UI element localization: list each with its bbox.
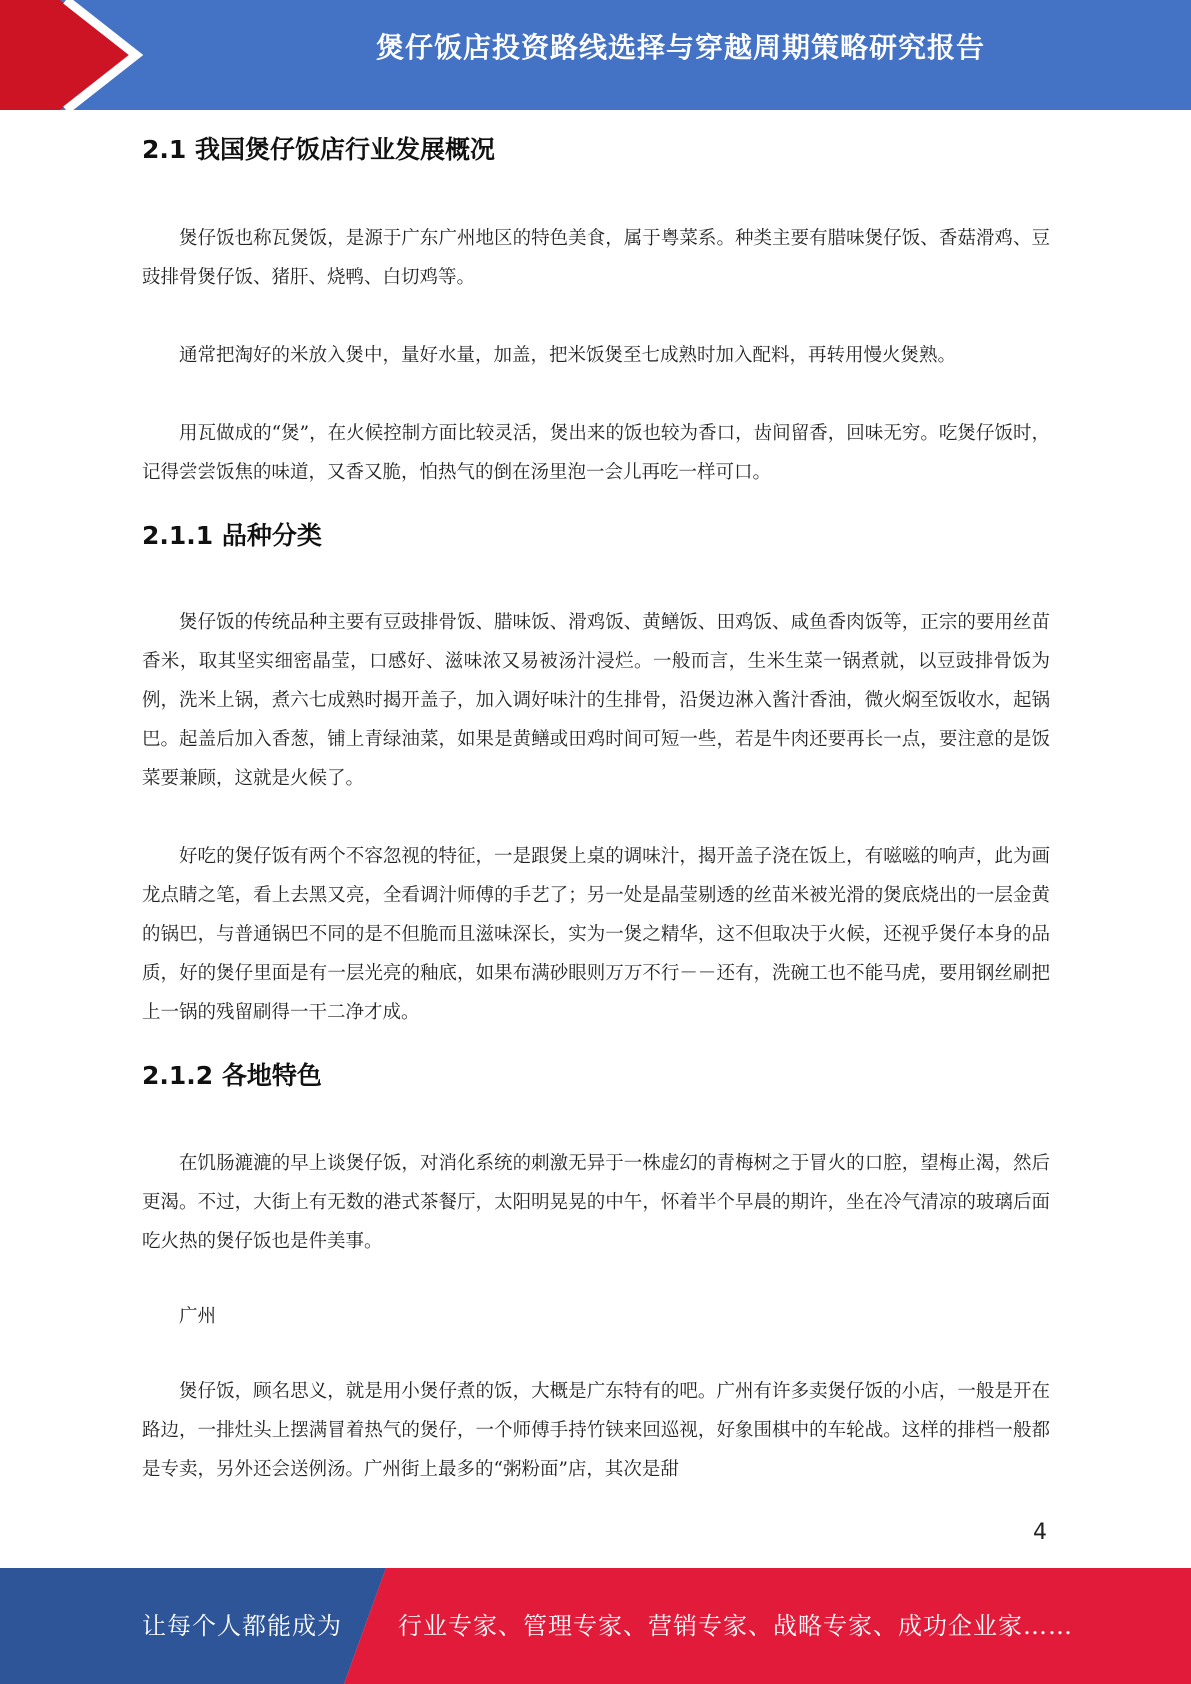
page-number: 4 [1033, 1520, 1047, 1545]
header-arrow-decoration [0, 0, 160, 110]
paragraph: 煲仔饭也称瓦煲饭，是源于广东广州地区的特色美食，属于粤菜系。种类主要有腊味煲仔饭、香菇滑鸡、豆豉排骨煲仔饭、猪肝、烧鸭、白切鸡等。 [142, 228, 1050, 288]
section-heading-2-1: 2.1 我国煲仔饭店行业发展概况 [142, 135, 495, 164]
footer-slogan-right: 行业专家、管理专家、营销专家、战略专家、成功企业家…… [398, 1612, 1073, 1640]
paragraph: 煲仔饭，顾名思义，就是用小煲仔煮的饭，大概是广东特有的吧。广州有许多卖煲仔饭的小店，一般是开在路边，一排灶头上摆满冒着热气的煲仔，一个师傅手持竹铗来回巡视，好象围棋中的车轮战。这样的排档一般都是专卖，另外还会送例汤。广州街上最多的“粥粉面”店，其次是甜 [142, 1381, 1050, 1480]
report-title: 煲仔饭店投资路线选择与穿越周期策略研究报告 [375, 31, 985, 64]
document-body [142, 126, 1050, 1489]
paragraph: 煲仔饭的传统品种主要有豆豉排骨饭、腊味饭、滑鸡饭、黄鳝饭、田鸡饭、咸鱼香肉饭等，正宗的要用丝苗香米，取其坚实细密晶莹，口感好、滋味浓又易被汤汁浸烂。一般而言，生米生菜一锅煮就，以豆豉排骨饭为例，洗米上锅，煮六七成熟时揭开盖子，加入调好味汁的生排骨，沿煲边淋入酱汁香油，微火焖至饭收水，起锅巴。起盖后加入香葱，铺上青绿油菜，如果是黄鳝或田鸡时间可短一些，若是牛肉还要再长一点，要注意的是饭菜要兼顾，这就是火候了。 [142, 612, 1050, 789]
page-footer [0, 1568, 1191, 1684]
paragraph: 好吃的煲仔饭有两个不容忽视的特征，一是跟煲上桌的调味汁，揭开盖子浇在饭上，有嗞嗞的响声，此为画龙点睛之笔，看上去黑又亮，全看调汁师傅的手艺了；另一处是晶莹剔透的丝苗米被光滑的煲底烧出的一层金黄的锅巴，与普通锅巴不同的是不但脆而且滋味深长，实为一煲之精华，这不但取决于火候，还视乎煲仔本身的品质，好的煲仔里面是有一层光亮的釉底，如果布满砂眼则万万不行－－还有，洗碗工也不能马虎，要用钢丝刷把上一锅的残留刷得一干二净才成。 [142, 846, 1050, 1023]
paragraph: 通常把淘好的米放入煲中，量好水量，加盖，把米饭煲至七成熟时加入配料，再转用慢火煲熟。 [179, 345, 957, 366]
paragraph: 用瓦做成的“煲”，在火候控制方面比较灵活，煲出来的饭也较为香口，齿间留香，回味无穷。吃煲仔饭时，记得尝尝饭焦的味道，又香又脆，怕热气的倒在汤里泡一会儿再吃一样可口。 [142, 423, 1050, 483]
paragraph: 在饥肠漉漉的早上谈煲仔饭，对消化系统的刺激无异于一株虚幻的青梅树之于冒火的口腔，望梅止渴，然后更渴。不过，大街上有无数的港式茶餐厅，太阳明晃晃的中午，怀着半个早晨的期许，坐在冷气清凉的玻璃后面吃火热的煲仔饭也是件美事。 [142, 1153, 1050, 1252]
section-heading-2-1-2: 2.1.2 各地特色 [142, 1061, 322, 1090]
page-header [0, 0, 1191, 110]
footer-slogan-left: 让每个人都能成为 [142, 1612, 342, 1640]
section-heading-2-1-1: 2.1.1 品种分类 [142, 521, 322, 550]
paragraph-subheading-guangzhou: 广州 [179, 1306, 217, 1327]
